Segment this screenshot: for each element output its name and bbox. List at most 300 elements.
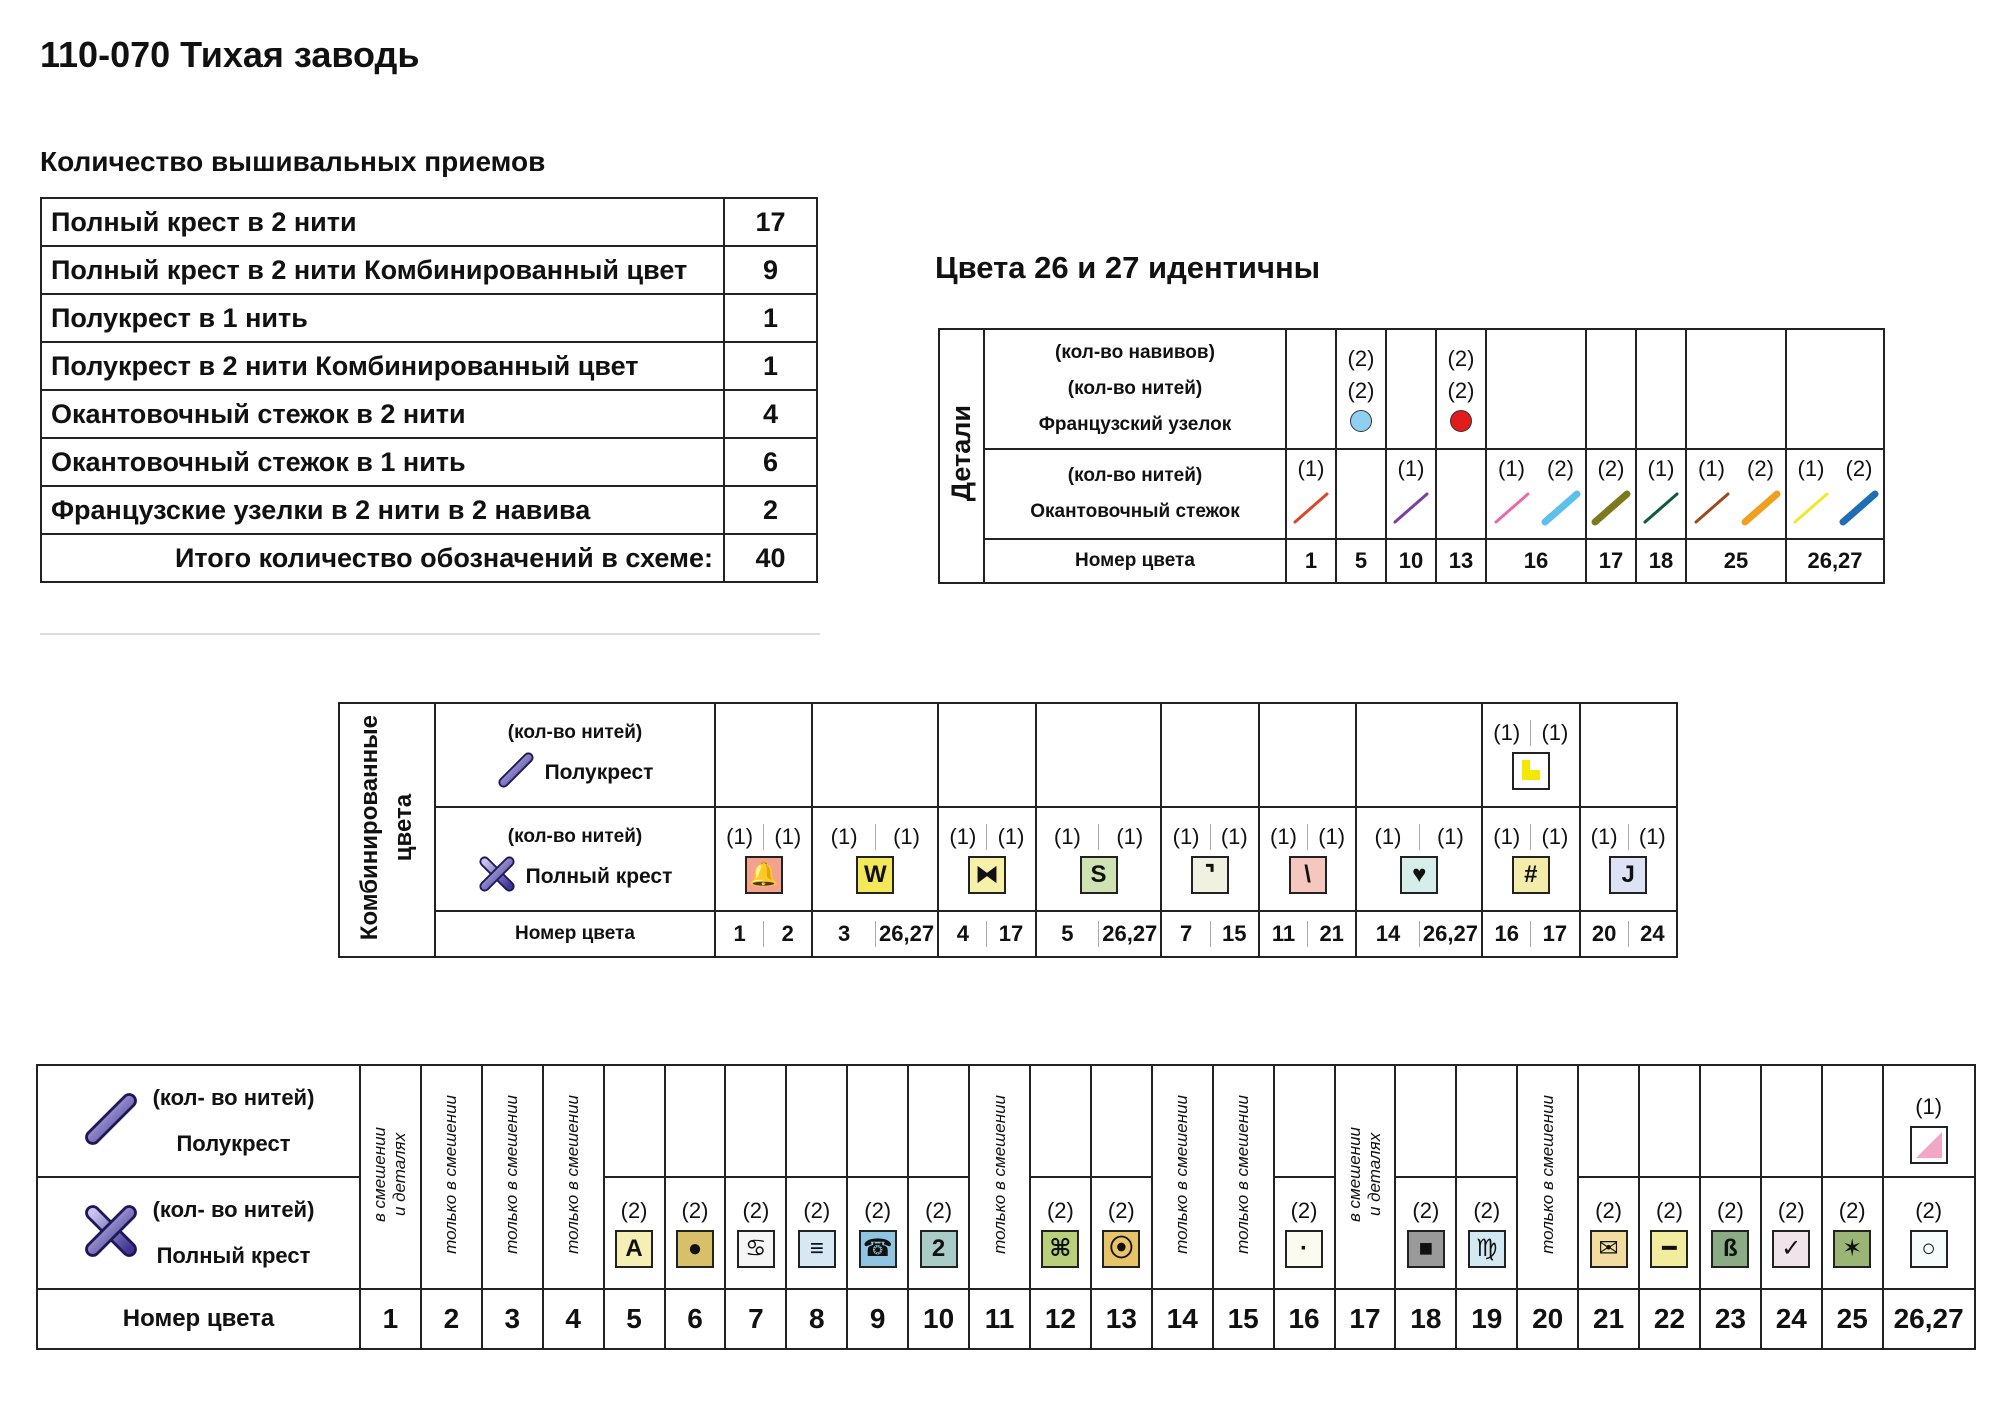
color-number: 7 <box>725 1289 786 1349</box>
palette-symbol: ≡ <box>798 1230 836 1268</box>
knot-header <box>984 329 1286 449</box>
full-threads: (2) <box>742 1198 770 1223</box>
full-stitch-cell <box>715 807 812 911</box>
knot-cell <box>1436 329 1486 449</box>
stitch-count: 1 <box>724 294 817 342</box>
half-stitch-header <box>435 703 715 807</box>
full-stitch-cell <box>725 1177 786 1289</box>
usage-note: только в смешении <box>1537 1095 1557 1254</box>
full-stitch-cell <box>1091 1177 1152 1289</box>
stitch-label: Полукрест в 1 нить <box>41 294 724 342</box>
half-stitch-cell <box>1580 703 1677 807</box>
stitch-count: 4 <box>724 390 817 438</box>
knot-threads: (2) <box>1347 378 1375 403</box>
usage-note-cell <box>482 1065 543 1289</box>
half-stitch-cell <box>1578 1065 1639 1177</box>
full-threads: (1) <box>830 824 858 849</box>
combined-colors-table <box>338 702 1678 958</box>
stitch-row <box>41 390 817 438</box>
backstitch-line-icon <box>1739 488 1783 533</box>
backstitch-line-icon <box>1589 488 1633 533</box>
color-number: 16 <box>1494 921 1519 946</box>
full-stitch-cell <box>1259 807 1356 911</box>
color-number: 17 <box>986 921 1034 947</box>
full-threads: (2) <box>1412 1198 1440 1223</box>
palette-number-label: Номер цвета <box>37 1289 360 1349</box>
full-threads-label: (кол- во нитей) <box>152 1197 315 1222</box>
usage-note: только в смешении <box>563 1095 583 1254</box>
full-threads-label: (кол-во нитей) <box>507 826 643 847</box>
usage-note: только в смешении <box>1172 1095 1192 1254</box>
half-stitch-cell <box>1456 1065 1517 1177</box>
usage-note-cell <box>543 1065 604 1289</box>
colors-note: Цвета 26 и 27 идентичны <box>935 250 1321 285</box>
full-stitch-cell <box>908 1177 969 1289</box>
backstitch-threads: (1) <box>1297 455 1325 481</box>
full-threads: (2) <box>1915 1198 1943 1223</box>
total-label: Итого количество обозначений в схеме: <box>41 534 724 582</box>
color-number: 11 <box>1271 921 1296 946</box>
combined-color-numbers <box>715 911 812 957</box>
stitch-label: Окантовочный стежок в 2 нити <box>41 390 724 438</box>
palette-table <box>36 1064 1976 1350</box>
half-stitch-cell <box>847 1065 908 1177</box>
full-threads: (2) <box>620 1198 648 1223</box>
full-stitch-cell <box>1822 1177 1883 1289</box>
full-threads: (1) <box>726 824 754 849</box>
full-stitch-cell <box>1578 1177 1639 1289</box>
backstitch-cell <box>1336 449 1386 539</box>
full-stitch-cell <box>1639 1177 1700 1289</box>
palette-symbol: ○ <box>1910 1230 1948 1268</box>
half-stitch-cell <box>1883 1065 1975 1177</box>
full-threads: (1) <box>1210 824 1258 850</box>
stitch-row <box>41 246 817 294</box>
combined-symbol: # <box>1512 856 1550 894</box>
full-threads: (2) <box>1473 1198 1501 1223</box>
full-threads: (1) <box>949 824 977 849</box>
half-stitch-cell <box>665 1065 726 1177</box>
color-number: 5 <box>1336 539 1386 583</box>
divider <box>40 633 820 635</box>
stitch-row <box>41 198 817 246</box>
color-number: 24 <box>1761 1289 1822 1349</box>
backstitch-row <box>939 449 1884 539</box>
usage-note-cell <box>1213 1065 1274 1289</box>
half-stitch-cell <box>1395 1065 1456 1177</box>
half-stitch-cell <box>1161 703 1258 807</box>
color-number: 1 <box>1286 539 1336 583</box>
full-stitch-cell <box>1883 1177 1975 1289</box>
full-threads: (1) <box>1098 824 1160 850</box>
usage-note: только в смешении <box>989 1095 1009 1254</box>
color-number: 25 <box>1686 539 1786 583</box>
backstitch-threads: (2) <box>1547 455 1574 481</box>
half-stitch-cell <box>1761 1065 1822 1177</box>
french-knot-icon <box>1450 410 1472 432</box>
half-stitch-swatch <box>1512 752 1550 790</box>
half-stitch-cell <box>908 1065 969 1177</box>
combined-symbol: ⌝ <box>1191 856 1229 894</box>
color-number: 26,27 <box>1419 921 1481 947</box>
french-knot-icon <box>1350 410 1372 432</box>
full-stitch-cell <box>1700 1177 1761 1289</box>
full-threads: (2) <box>1107 1198 1135 1223</box>
backstitch-threads-label: (кол-во нитей) <box>1067 465 1203 486</box>
color-number: 26,27 <box>875 921 937 947</box>
combined-color-numbers <box>1580 911 1677 957</box>
full-threads: (1) <box>1270 824 1297 849</box>
stitch-label: Полукрест в 2 нити Комбинированный цвет <box>41 342 724 390</box>
palette-symbol: A <box>615 1230 653 1268</box>
stitch-row <box>41 342 817 390</box>
backstitch-cell <box>1436 449 1486 539</box>
backstitch-threads: (2) <box>1747 455 1774 481</box>
backstitch-threads: (2) <box>1597 455 1625 481</box>
backstitch-threads: (2) <box>1845 455 1873 481</box>
knot-wraps: (2) <box>1347 346 1375 371</box>
color-number: 22 <box>1639 1289 1700 1349</box>
knot-cell <box>1386 329 1436 449</box>
combined-color-numbers <box>812 911 938 957</box>
stitch-label: Полный крест в 2 нити Комбинированный цвет <box>41 246 724 294</box>
full-stitch-label: Полный крест <box>525 865 673 888</box>
combined-symbol: J <box>1609 856 1647 894</box>
backstitch-cell <box>1486 449 1586 539</box>
color-number: 26,27 <box>1786 539 1884 583</box>
backstitch-line-icon <box>1639 488 1683 533</box>
stitch-count: 17 <box>724 198 817 246</box>
combined-color-numbers <box>1356 911 1482 957</box>
full-stitch-cell <box>1030 1177 1091 1289</box>
combined-color-numbers <box>1036 911 1162 957</box>
details-side-label: Детали <box>939 329 984 583</box>
half-threads-label: (кол- во нитей) <box>152 1085 315 1110</box>
full-stitch-cell <box>1395 1177 1456 1289</box>
usage-note-cell <box>1517 1065 1578 1289</box>
full-stitch-cell <box>1580 807 1677 911</box>
half-stitch-cell <box>1030 1065 1091 1177</box>
knot-cell <box>1286 329 1336 449</box>
palette-symbol: ⦿ <box>1102 1230 1140 1268</box>
stitch-label: Полный крест в 2 нити <box>41 198 724 246</box>
full-threads: (1) <box>763 824 811 850</box>
color-number: 12 <box>1030 1289 1091 1349</box>
knot-cell <box>1486 329 1586 449</box>
palette-symbol: ✶ <box>1833 1230 1871 1268</box>
knot-wraps-label: (кол-во навивов) <box>1055 342 1215 363</box>
combined-side-label: Комбинированные цвета <box>339 703 435 957</box>
half-threads: (1) <box>1493 720 1521 745</box>
full-stitch-cell <box>665 1177 726 1289</box>
palette-symbol: ♍ <box>1468 1230 1506 1268</box>
palette-symbol: ■ <box>1407 1230 1445 1268</box>
color-number: 3 <box>837 921 851 946</box>
stitch-label: Окантовочный стежок в 1 нить <box>41 438 724 486</box>
backstitch-threads: (1) <box>1397 455 1425 481</box>
color-number: 20 <box>1517 1289 1578 1349</box>
usage-note: только в смешении <box>502 1095 522 1254</box>
full-stitch-cell <box>938 807 1035 911</box>
half-threads: (1) <box>1530 720 1578 746</box>
color-number: 15 <box>1210 921 1258 947</box>
half-stitch-icon <box>83 1091 139 1152</box>
color-number: 1 <box>733 921 746 946</box>
color-number: 7 <box>1179 921 1193 946</box>
full-stitch-cell <box>1356 807 1482 911</box>
backstitch-cell <box>1786 449 1884 539</box>
combined-symbol: 🔔 <box>745 856 783 894</box>
usage-note-cell <box>360 1065 421 1289</box>
full-threads: (1) <box>1530 824 1578 850</box>
backstitch-threads: (1) <box>1498 455 1525 481</box>
usage-note-cell <box>969 1065 1030 1289</box>
color-number: 21 <box>1578 1289 1639 1349</box>
full-threads: (1) <box>1628 824 1676 850</box>
full-stitch-cell <box>1274 1177 1335 1289</box>
palette-symbol: ✉ <box>1590 1230 1628 1268</box>
stitch-count: 9 <box>724 246 817 294</box>
usage-note-cell <box>1152 1065 1213 1289</box>
palette-symbol: ⌘ <box>1041 1230 1079 1268</box>
half-stitch-cell <box>938 703 1035 807</box>
backstitch-threads: (1) <box>1698 455 1725 481</box>
color-number: 13 <box>1436 539 1486 583</box>
stitch-row <box>41 438 817 486</box>
full-stitch-label: Полный крест <box>156 1243 311 1268</box>
palette-number-row <box>37 1289 1975 1349</box>
full-stitch-header <box>37 1177 360 1289</box>
half-stitch-cell <box>604 1065 665 1177</box>
color-number: 6 <box>665 1289 726 1349</box>
combined-symbol: ♥ <box>1400 856 1438 894</box>
full-stitch-icon <box>83 1203 139 1264</box>
half-stitch-cell <box>1822 1065 1883 1177</box>
combined-symbol: W <box>856 856 894 894</box>
full-threads: (1) <box>1590 824 1618 849</box>
palette-symbol: ● <box>676 1230 714 1268</box>
full-threads: (1) <box>1493 824 1521 849</box>
color-number: 13 <box>1091 1289 1152 1349</box>
combined-symbol: S <box>1080 856 1118 894</box>
full-stitch-cell <box>604 1177 665 1289</box>
full-stitch-cell <box>1161 807 1258 911</box>
half-stitch-cell <box>812 703 938 807</box>
color-number: 25 <box>1822 1289 1883 1349</box>
stitch-label: Французские узелки в 2 нити в 2 навива <box>41 486 724 534</box>
backstitch-line-icon <box>1690 488 1734 533</box>
knot-threads-label: (кол-во нитей) <box>1067 378 1203 399</box>
color-number: 14 <box>1152 1289 1213 1349</box>
full-threads: (1) <box>1419 824 1481 850</box>
knot-cell <box>1686 329 1786 449</box>
half-stitch-icon <box>497 751 535 795</box>
half-stitch-swatch <box>1910 1126 1948 1164</box>
color-number: 18 <box>1395 1289 1456 1349</box>
details-table <box>938 328 1885 584</box>
full-threads: (2) <box>1595 1198 1623 1223</box>
full-threads: (2) <box>1046 1198 1074 1223</box>
color-number: 9 <box>847 1289 908 1349</box>
half-stitch-row <box>37 1065 1975 1177</box>
color-number: 2 <box>421 1289 482 1349</box>
full-threads: (1) <box>986 824 1034 850</box>
color-number: 26,27 <box>1883 1289 1975 1349</box>
backstitch-cell <box>1286 449 1336 539</box>
palette-symbol: ß <box>1711 1230 1749 1268</box>
combined-color-numbers <box>1482 911 1579 957</box>
total-row <box>41 534 817 582</box>
full-stitch-cell <box>1761 1177 1822 1289</box>
half-stitch-cell <box>1639 1065 1700 1177</box>
color-number: 24 <box>1628 921 1676 947</box>
combined-number-label: Номер цвета <box>435 911 715 957</box>
combined-symbol: \ <box>1289 856 1327 894</box>
half-stitch-cell <box>1036 703 1162 807</box>
color-number: 3 <box>482 1289 543 1349</box>
color-number: 5 <box>1061 921 1074 946</box>
half-stitch-row <box>339 703 1677 807</box>
half-stitch-cell <box>1700 1065 1761 1177</box>
usage-note-cell <box>1335 1065 1396 1289</box>
color-number: 2 <box>763 921 811 947</box>
full-threads: (1) <box>1172 824 1200 849</box>
knot-cell <box>1336 329 1386 449</box>
color-number: 18 <box>1636 539 1686 583</box>
half-threads: (1) <box>1915 1094 1943 1119</box>
backstitch-line-icon <box>1539 488 1583 533</box>
full-threads: (2) <box>864 1198 892 1223</box>
usage-note: в смешении и деталях <box>1344 1126 1384 1223</box>
color-number: 15 <box>1213 1289 1274 1349</box>
full-stitch-header <box>435 807 715 911</box>
stitch-counts-heading: Количество вышивальных приемов <box>40 146 546 177</box>
color-number: 16 <box>1274 1289 1335 1349</box>
full-stitch-cell <box>847 1177 908 1289</box>
usage-note: только в смешении <box>1233 1095 1253 1254</box>
palette-symbol: · <box>1285 1230 1323 1268</box>
color-number: 5 <box>604 1289 665 1349</box>
color-number: 11 <box>969 1289 1030 1349</box>
half-stitch-label: Полукрест <box>176 1131 291 1156</box>
palette-symbol: ━ <box>1650 1230 1688 1268</box>
backstitch-header <box>984 449 1286 539</box>
knot-wraps: (2) <box>1447 346 1475 371</box>
full-threads: (2) <box>925 1198 953 1223</box>
backstitch-label: Окантовочный стежок <box>1030 501 1240 522</box>
knot-cell <box>1636 329 1686 449</box>
full-threads: (1) <box>875 824 937 850</box>
color-number: 1 <box>360 1289 421 1349</box>
backstitch-line-icon <box>1490 488 1534 533</box>
color-number-row <box>939 539 1884 583</box>
palette-symbol: ☎ <box>859 1230 897 1268</box>
half-stitch-cell <box>1091 1065 1152 1177</box>
half-stitch-header <box>37 1065 360 1177</box>
backstitch-cell <box>1386 449 1436 539</box>
combined-number-row <box>339 911 1677 957</box>
full-threads: (2) <box>1777 1198 1805 1223</box>
knot-cell <box>1586 329 1636 449</box>
half-stitch-cell <box>1259 703 1356 807</box>
combined-color-numbers <box>1259 911 1356 957</box>
full-threads: (2) <box>1716 1198 1744 1223</box>
color-number: 16 <box>1486 539 1586 583</box>
half-stitch-cell <box>715 703 812 807</box>
palette-symbol: ♋ <box>737 1230 775 1268</box>
palette-symbol: ✓ <box>1772 1230 1810 1268</box>
color-number: 17 <box>1530 921 1578 947</box>
full-threads: (2) <box>1656 1198 1683 1223</box>
combined-color-numbers <box>1161 911 1258 957</box>
backstitch-line-icon <box>1289 488 1333 533</box>
backstitch-line-icon <box>1789 488 1833 533</box>
stitch-row <box>41 486 817 534</box>
half-stitch-cell <box>786 1065 847 1177</box>
full-stitch-cell <box>1482 807 1579 911</box>
color-number: 26,27 <box>1098 921 1160 947</box>
full-stitch-icon <box>478 855 516 899</box>
palette-symbol: 2 <box>920 1230 958 1268</box>
backstitch-line-icon <box>1389 488 1433 533</box>
stitch-count: 2 <box>724 486 817 534</box>
half-stitch-cell <box>1356 703 1482 807</box>
color-number: 17 <box>1335 1289 1396 1349</box>
knot-row <box>939 329 1884 449</box>
full-threads: (2) <box>1838 1198 1866 1223</box>
stitch-count: 1 <box>724 342 817 390</box>
color-number: 14 <box>1375 921 1401 946</box>
color-number: 10 <box>1386 539 1436 583</box>
color-number: 4 <box>543 1289 604 1349</box>
full-threads: (1) <box>1307 824 1355 850</box>
color-number: 4 <box>956 921 969 946</box>
backstitch-cell <box>1686 449 1786 539</box>
full-stitch-row <box>339 807 1677 911</box>
color-number-label: Номер цвета <box>984 539 1286 583</box>
full-threads: (1) <box>1374 824 1402 849</box>
full-threads: (2) <box>803 1198 831 1223</box>
half-stitch-cell <box>1274 1065 1335 1177</box>
backstitch-cell <box>1636 449 1686 539</box>
color-number: 23 <box>1700 1289 1761 1349</box>
backstitch-line-icon <box>1837 488 1881 533</box>
usage-note: в смешении и деталях <box>370 1126 410 1223</box>
knot-cell <box>1786 329 1884 449</box>
full-threads: (1) <box>1053 824 1081 849</box>
color-number: 8 <box>786 1289 847 1349</box>
half-stitch-label: Полукрест <box>544 761 654 784</box>
color-number: 17 <box>1586 539 1636 583</box>
stitch-count-table <box>40 197 818 583</box>
combined-symbol: ⧓ <box>968 856 1006 894</box>
knot-label: Французский узелок <box>1038 414 1232 435</box>
backstitch-threads: (1) <box>1647 455 1675 481</box>
page-title: 110-070 Тихая заводь <box>40 34 420 75</box>
stitch-count: 6 <box>724 438 817 486</box>
backstitch-threads: (1) <box>1797 455 1825 481</box>
color-number: 20 <box>1591 921 1617 946</box>
full-stitch-cell <box>1036 807 1162 911</box>
usage-note: только в смешении <box>441 1095 461 1254</box>
stitch-row <box>41 294 817 342</box>
color-number: 21 <box>1307 921 1355 947</box>
combined-color-numbers <box>938 911 1035 957</box>
half-threads-label: (кол-во нитей) <box>507 722 643 743</box>
full-stitch-cell <box>812 807 938 911</box>
full-stitch-cell <box>786 1177 847 1289</box>
full-threads: (2) <box>1290 1198 1318 1223</box>
